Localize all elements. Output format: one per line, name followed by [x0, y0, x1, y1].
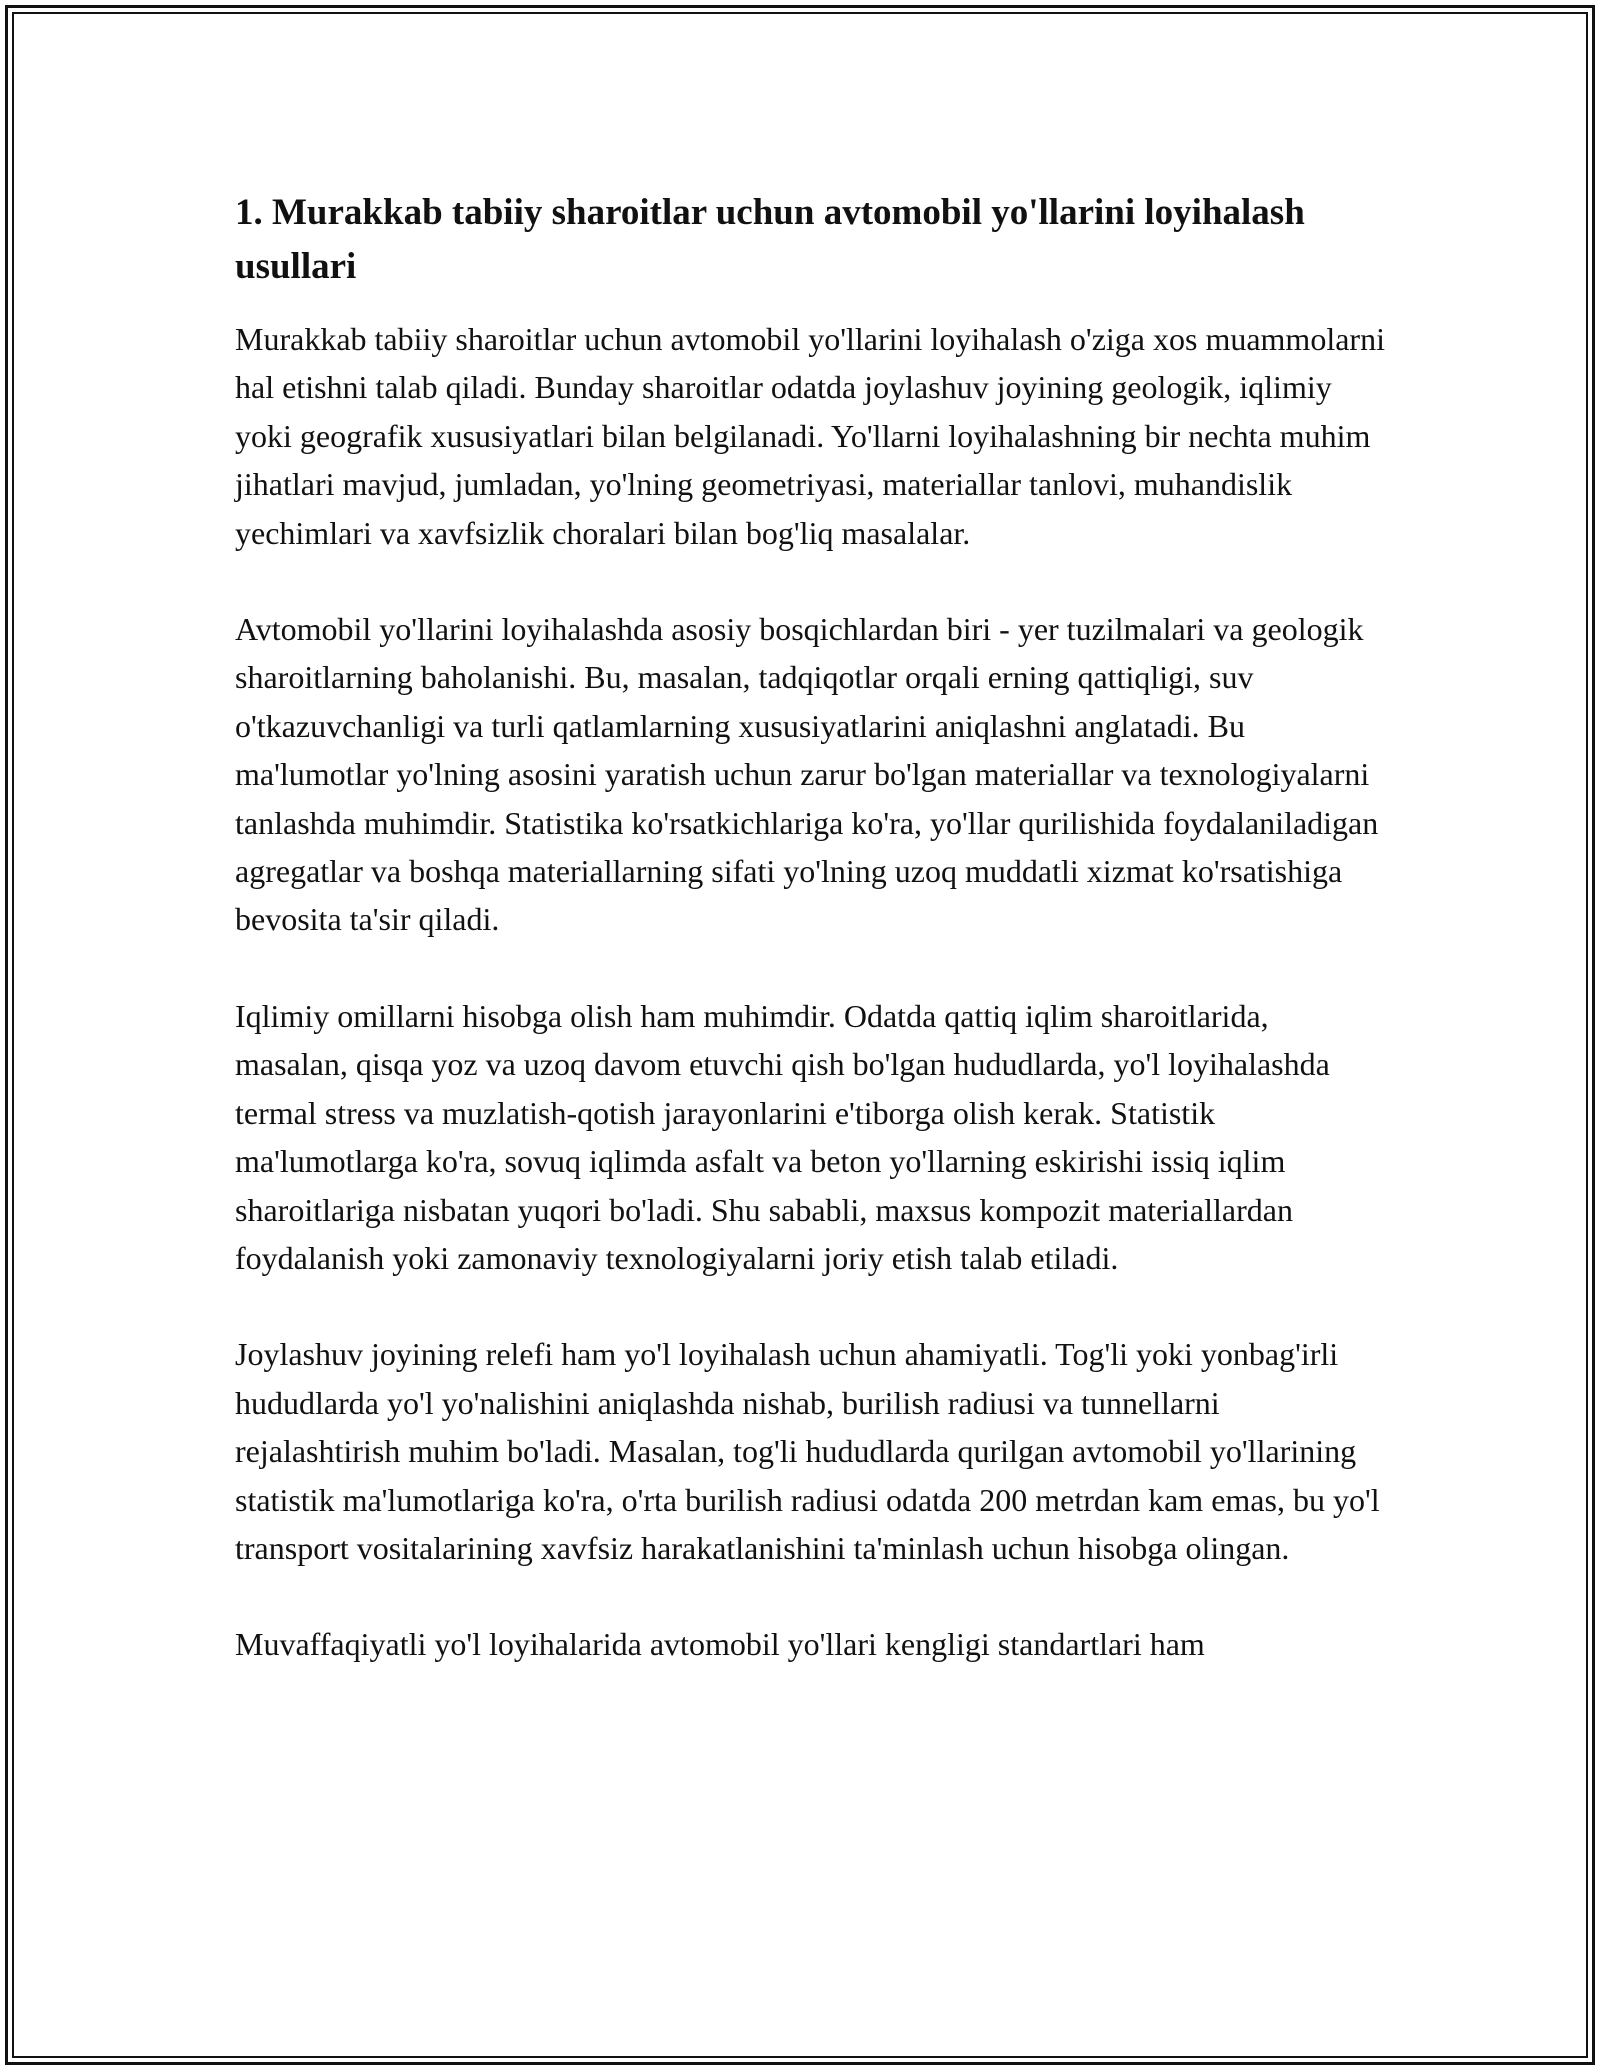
section-title: 1. Murakkab tabiiy sharoitlar uchun avtomobil yo'llarini loyihalash usullari	[235, 192, 1305, 287]
paragraph-3: Iqlimiy omillarni hisobga olish ham muhimdir. Odatda qattiq iqlim sharoitlarida, masalan, qisqa yoz va uzoq davom etuvchi qish bo'lgan hududlarda, yo'l loyihalashda termal stress va muzlatish-qotish jarayonlarini e'tiborga olish kerak. Statistik ma'lumotlarga ko'ra, sovuq iqlimda asfalt va beton yo'llarning eskirishi issiq iqlim sharoitlariga nisbatan yuqori bo'ladi. Shu sababli, maxsus kompozit materiallardan foydalanish yoki zamonaviy texnologiyalarni joriy etish talab etiladi.	[235, 997, 1330, 1276]
paragraph-4: Joylashuv joyining relefi ham yo'l loyihalash uchun ahamiyatli. Tog'li yoki yonbag'irli hududlarda yo'l yo'nalishini aniqlashda nishab, burilish radiusi va tunnellarni rejalashtirish muhim bo'ladi. Masalan, tog'li hududlarda qurilgan avtomobil yo'llarining statistik ma'lumotlariga ko'ra, o'rta burilish radiusi odatda 200 metrdan kam emas, bu yo'l transport vositalarining xavfsiz harakatlanishini ta'minlash uchun hisobga olingan.	[235, 1336, 1380, 1566]
paragraph-2: Avtomobil yo'llarini loyihalashda asosiy bosqichlardan biri - yer tuzilmalari va geologik sharoitlarning baholanishi. Bu, masalan, tadqiqotlar orqali erning qattiqligi, suv o'tkazuvchanligi va turli qatlamlarning xususiyatlarini aniqlashni anglatadi. Bu ma'lumotlar yo'lning asosini yaratish uchun zarur bo'lgan materiallar va texnologiyalarni tanlashda muhimdir. Statistika ko'rsatkichlariga ko'ra, yo'llar qurilishida foydalaniladigan agregatlar va boshqa materiallarning sifati yo'lning uzoq muddatli xizmat ko'rsatishiga bevosita ta'sir qiladi.	[235, 611, 1379, 938]
paragraph-5: Muvaffaqiyatli yo'l loyihalarida avtomobil yo'llari kengligi standartlari ham	[235, 1626, 1205, 1663]
document-body	[235, 186, 1385, 1717]
paragraph-1: Murakkab tabiiy sharoitlar uchun avtomobil yo'llarini loyihalash o'ziga xos muammolarni hal etishni talab qiladi. Bunday sharoitlar odatda joylashuv joyining geologik, iqlimiy yoki geografik xususiyatlari bilan belgilanadi. Yo'llarni loyihalashning bir nechta muhim jihatlari mavjud, jumladan, yo'lning geometriyasi, materiallar tanlovi, muhandislik yechimlari va xavfsizlik choralari bilan bog'liq masalalar.	[235, 321, 1385, 551]
